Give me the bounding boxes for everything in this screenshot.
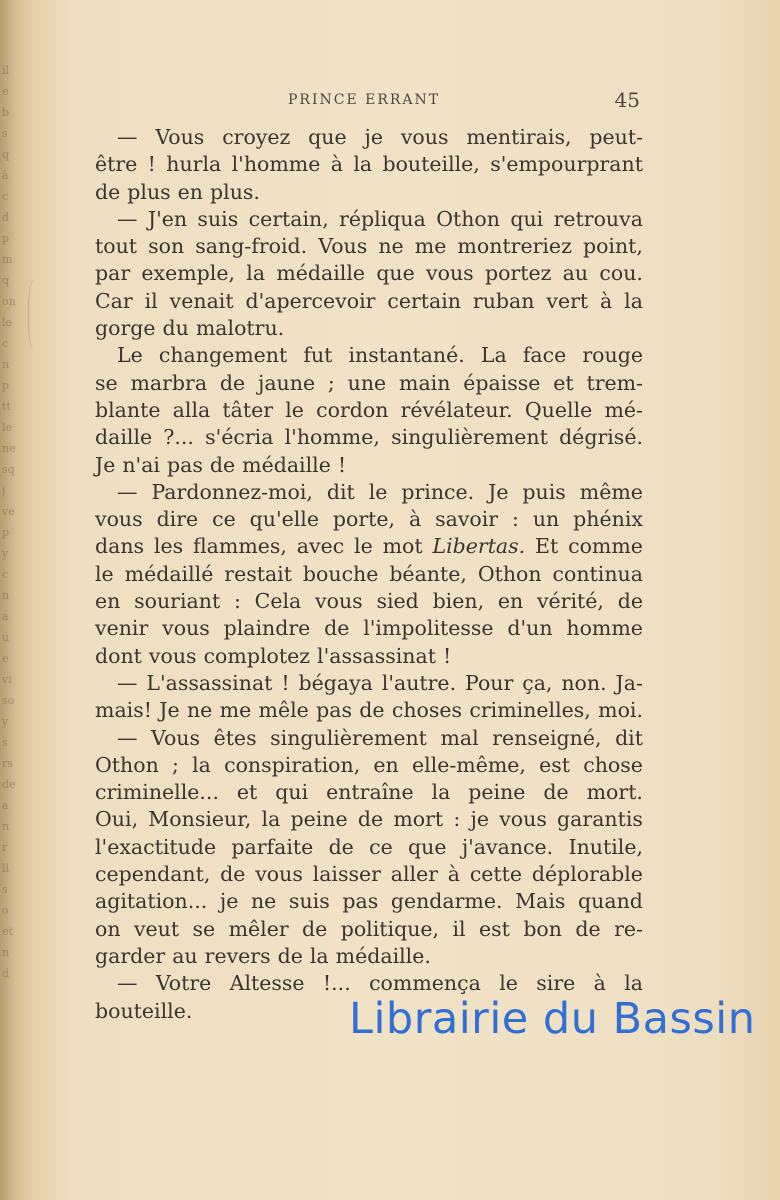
text-line: criminelle... et qui entraîne la peine de mort.: [95, 780, 643, 805]
text-line: garder au revers de la médaille.: [95, 943, 431, 968]
text-line: on veut se mêler de politique, il est bon de re-: [95, 916, 643, 941]
text-line: — L'assassinat ! bégaya l'autre. Pour ça, non. Ja-: [117, 670, 643, 695]
body-text: [95, 124, 643, 1025]
text-line: cependant, de vous laisser aller à cette déplorable: [95, 862, 643, 887]
bleed-fragment: e: [2, 652, 9, 665]
bleed-fragment: c: [2, 337, 9, 350]
text-line: mais! Je ne me mêle pas de choses criminelles, moi.: [95, 698, 643, 723]
bleed-fragment: on: [2, 295, 16, 308]
bleed-fragment: m: [2, 253, 13, 266]
bleed-fragment: tt: [2, 400, 11, 413]
text-line: — Vous êtes singulièrement mal renseigné, dit: [117, 725, 643, 750]
bleed-fragment: u: [2, 631, 10, 644]
bleed-fragment: a: [2, 610, 9, 623]
text-line: vous dire ce qu'elle porte, à savoir : un phénix: [95, 507, 643, 532]
page-number: 45: [614, 88, 640, 112]
text-line: Othon ; la conspiration, en elle-même, est chose: [95, 752, 643, 777]
text-line: agitation... je ne suis pas gendarme. Mais quand: [95, 889, 643, 914]
bleed-fragment: n: [2, 589, 10, 602]
text-line: bouteille.: [95, 998, 193, 1023]
text-line: tout son sang-froid. Vous ne me montreriez point,: [95, 234, 643, 259]
bleed-fragment: q: [2, 274, 10, 287]
bleed-fragment: et: [2, 925, 13, 938]
bleed-fragment: sq: [2, 463, 15, 476]
bleed-fragment: r: [2, 841, 8, 854]
text-line: dans les flammes, avec le mot Libertas. Et comme: [95, 534, 643, 559]
running-title: PRINCE ERRANT: [288, 92, 441, 108]
text-line: dont vous complotez l'assassinat !: [95, 643, 452, 668]
bleed-fragment: c: [2, 568, 9, 581]
bleed-through-text: [2, 60, 28, 1060]
text-line: — J'en suis certain, répliqua Othon qui retrouva: [117, 206, 643, 231]
bleed-fragment: so: [2, 694, 15, 707]
bleed-fragment: le: [2, 421, 13, 434]
text-line: se marbra de jaune ; une main épaisse et trem-: [95, 370, 643, 395]
text-line: gorge du malotru.: [95, 316, 285, 341]
bleed-fragment: ve: [2, 505, 15, 518]
bleed-fragment: n: [2, 946, 10, 959]
bleed-fragment: à: [2, 169, 9, 182]
bleed-fragment: p: [2, 232, 10, 245]
bleed-fragment: de: [2, 778, 16, 791]
bleed-fragment: y: [2, 547, 9, 560]
text-line: venir vous plaindre de l'impolitesse d'un homme: [95, 616, 643, 641]
bleed-fragment: n: [2, 820, 10, 833]
bleed-fragment: q: [2, 148, 10, 161]
bleed-fragment: ne: [2, 442, 16, 455]
text-line: — Votre Altesse !... commença le sire à la: [117, 971, 643, 996]
text-line: — Vous croyez que je vous mentirais, peut-: [117, 125, 643, 149]
text-line: daille ?... s'écria l'homme, singulièrement dégrisé.: [95, 425, 643, 450]
bleed-fragment: vi: [2, 673, 12, 686]
bleed-fragment: a: [2, 799, 9, 812]
watermark-logo: Librairie du Bassin: [349, 994, 756, 1044]
text-line: Oui, Monsieur, la peine de mort : je vous garantis: [95, 807, 643, 832]
bleed-fragment: ll: [2, 862, 10, 875]
text-line: Car il venait d'apercevoir certain ruban vert à la: [95, 288, 643, 313]
text-line: en souriant : Cela vous sied bien, en vérité, de: [95, 589, 643, 614]
text-line: l'exactitude parfaite de ce que j'avance. Inutile,: [95, 834, 643, 859]
bleed-fragment: d: [2, 211, 10, 224]
text-line: être ! hurla l'homme à la bouteille, s'empourprant: [95, 152, 643, 177]
text-line: blante alla tâter le cordon révélateur. Quelle mé-: [95, 397, 643, 422]
bleed-fragment: s: [2, 736, 8, 749]
text-line: par exemple, la médaille que vous portez au cou.: [95, 261, 643, 286]
bleed-fragment: j: [2, 484, 6, 497]
bleed-fragment: y: [2, 715, 9, 728]
bleed-fragment: p: [2, 379, 10, 392]
bleed-fragment: s: [2, 127, 8, 140]
bleed-fragment: n: [2, 358, 10, 371]
bleed-fragment: s: [2, 883, 8, 896]
text-line: de plus en plus.: [95, 179, 260, 204]
paper-mark: [28, 280, 43, 350]
text-line: Je n'ai pas de médaille !: [95, 452, 347, 477]
running-head: [100, 90, 640, 114]
bleed-fragment: le: [2, 316, 13, 329]
bleed-fragment: c: [2, 190, 9, 203]
text-line: Le changement fut instantané. La face rouge: [117, 343, 643, 368]
text-line: le médaillé restait bouche béante, Othon continua: [95, 561, 643, 586]
bleed-fragment: rs: [2, 757, 13, 770]
bleed-fragment: o: [2, 904, 9, 917]
bleed-fragment: b: [2, 106, 10, 119]
bleed-fragment: il: [2, 64, 10, 77]
bleed-fragment: d: [2, 967, 10, 980]
bleed-fragment: e: [2, 85, 9, 98]
text-line: — Pardonnez-moi, dit le prince. Je puis même: [117, 479, 643, 504]
bleed-fragment: p: [2, 526, 10, 539]
